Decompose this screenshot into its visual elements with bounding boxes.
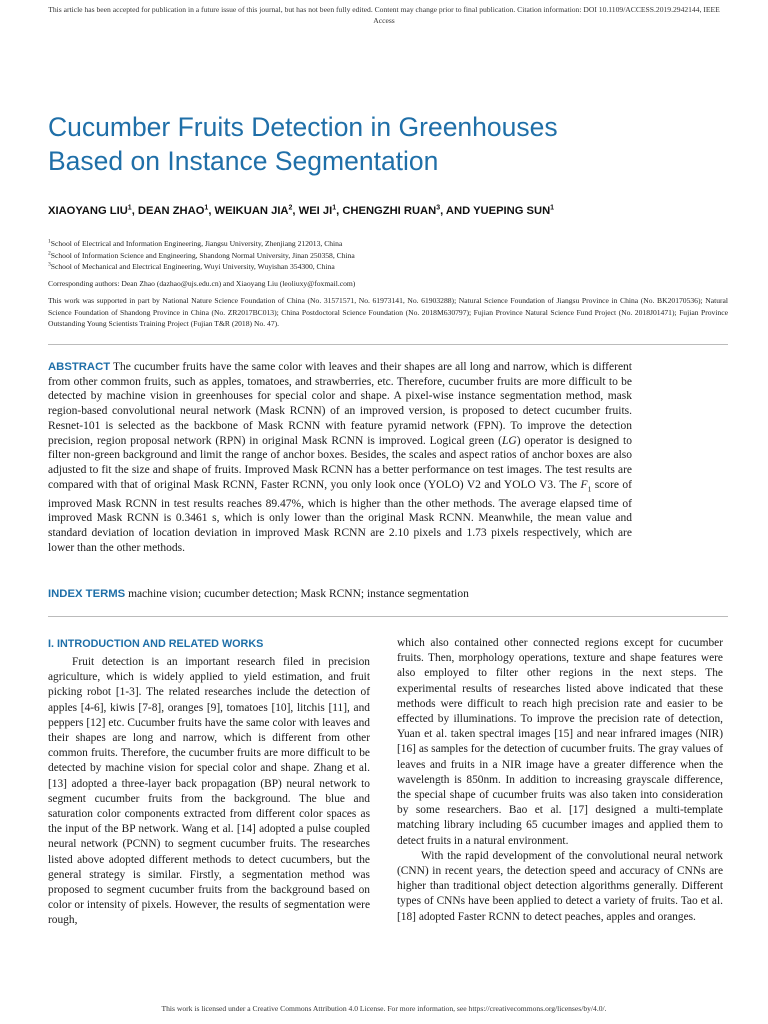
author-name: DEAN ZHAO (137, 205, 205, 217)
author-conjunction: AND (445, 205, 474, 217)
author-separator: , (292, 205, 299, 217)
affiliation-number: 3 (48, 261, 51, 268)
author-affiliation-mark: 1 (332, 204, 337, 212)
abstract-label: ABSTRACT (48, 361, 111, 373)
affiliation-item (48, 238, 728, 250)
body-column-right (397, 636, 723, 925)
body-paragraph: Fruit detection is an important research filed in precision agriculture, which is widely applied to yield estimation, and fruit picking robot [1-3]. The related researches include the detection of apples [4-6], kiwis [7-8], oranges [9], tomatoes [10], litchis [11], and peppers [12] etc. Cucumber fruits have the same color with leaves and their shapes are long and narrow, which is different from other common fruits. Therefore, the cucumber fruits are more difficult to be detected by machine vision for special color and shape. Zhang et al. [13] adopted a three-layer back propagation (BP) neural network to segment cucumber fruits from the background. The blue and saturation color components extracted from different color spaces as the input of the BP network. Wang et al. [14] adopted a pulse coupled neural network (PCNN) to segment cucumber fruits. The researches listed above adopted different methods to detect cucumbers, but the general strategy is similar. Firstly, a segmentation method was proposed to segment cucumber fruits from the background based on color or intensity of pixels. However, the results of segmentation were rough, (48, 656, 370, 927)
author-affiliation-mark: 2 (288, 204, 293, 212)
author-separator: , (208, 205, 215, 217)
section-heading: I. INTRODUCTION AND RELATED WORKS (48, 638, 264, 650)
author-separator: , (131, 205, 138, 217)
body-paragraph: which also contained other connected regions except for cucumber fruits. Then, morphology operations, texture and shape features were also employed to filter other regions in the next steps. The experimental results of researches listed above indicated that these methods were difficult to reach high precision rate and easier to be effected by illuminations. To improve the precision rate of detection, Yuan et al. taken spectral images [15] and near infrared images (NIR) [16] as samples for the detection of cucumber fruits. The gray values of leaves and fruits in a NIR image have a greater difference when the wavelength is 850nm. In addition to increasing grayscale difference, the special shape of cucumber fruits was also taken into consideration by some researchers. Bao et al. [17] designed a multi-template matching library including 65 cucumber images and applied them to detect fruits in a natural environment. (397, 637, 723, 847)
affiliation-list (48, 238, 728, 273)
journal-notice-line2: Access (373, 16, 395, 25)
abstract-text: score of improved Mask RCNN in test results reaches 89.47%, which is higher than the other methods. The average elapsed time of improved Mask RCNN is 0.3461 s, which is only lower than the original Mask RCNN. Meanwhile, the mean value and standard deviation of location deviation in improved Mask RCNN are 2.10 pixels and 1.73 pixels respectively, which are lower than the other methods. (48, 478, 633, 554)
author-separator: , (336, 205, 343, 217)
license-footer: This work is licensed under a Creative Commons Attribution 4.0 License. For more information, see https://creativecommons.org/licenses/by/4.0/. (161, 1004, 607, 1013)
affiliation-number: 1 (48, 238, 51, 245)
author-affiliation-mark: 1 (127, 204, 132, 212)
abstract-text: ) operator is designed to filter non-green background and limit the range of anchor boxes. Besides, the scales and aspect ratios of anchor boxes are also adjusted to fit the size and shape of fruits. Improved Mask RCNN has a better performance on test images. The test results are compared with that of original Mask RCNN, Faster RCNN, you only look once (YOLO) V2 and YOLO V3. The (48, 434, 632, 491)
affiliation-text: School of Electrical and Information Engineering, Jiangsu University, Zhenjiang 212013, China (50, 239, 343, 248)
affiliation-item (48, 261, 728, 273)
author-name: WEI JI (298, 205, 333, 217)
journal-notice-line1: This article has been accepted for publication in a future issue of this journal, but has not been fully edited. Content may change prior to final publication. Citation information: DOI 10.1109/ACCESS.2019.2942144, IEEE (48, 5, 720, 14)
author-name: YUEPING SUN (473, 205, 551, 217)
abstract-math-lg: LG (501, 434, 517, 447)
corresponding-authors: Corresponding authors: Dean Zhao (dazhao@ujs.edu.cn) and Xiaoyang Liu (leoliuxy@foxmail.com) (48, 279, 356, 288)
affiliation-number: 2 (48, 249, 51, 256)
index-terms-text: machine vision; cucumber detection; Mask RCNN; instance segmentation (125, 588, 469, 600)
paper-title-line1: Cucumber Fruits Detection in Greenhouses (48, 112, 558, 142)
abstract-text: The cucumber fruits have the same color with leaves and their shapes are all long and narrow, which is different from other common fruits, such as apples, tomatoes, and strawberries, etc. Therefore, cucumber fruits are more difficult to be detected by machine vision in greenhouses for special color and shape. A pixel-wise instance segmentation method, mask region-based convolutional neural network (Mask RCNN) of an improved version, is proposed to detect cucumber fruits. Resnet-101 is selected as the backbone of Mask RCNN with feature pyramid network (FPN). To improve the detection precision, region proposal network (RPN) in original Mask RCNN is improved. Logical green ( (48, 361, 632, 447)
author-affiliation-mark: 1 (204, 204, 209, 212)
paper-title-line2: Based on Instance Segmentation (48, 146, 439, 176)
index-terms (48, 586, 728, 602)
author-name: CHENGZHI RUAN (342, 205, 437, 217)
journal-notice (10, 4, 758, 26)
body-paragraph: With the rapid development of the convolutional neural network (CNN) in recent years, the detection speed and accuracy of CNNs are higher than traditional object detection algorithms generally. Different types of CNNs have been applied to detect a variety of fruits. Tao et al. [18] adopted Faster RCNN to detect peaches, apples and oranges. (397, 849, 723, 923)
affiliation-item (48, 250, 728, 262)
author-name: WEIKUAN JIA (214, 205, 289, 217)
author-name: XIAOYANG LIU (48, 205, 128, 217)
body-column-left (48, 636, 370, 929)
abstract-math-f: F (580, 478, 588, 491)
index-terms-label: INDEX TERMS (48, 588, 126, 600)
abstract-math-subscript: 1 (587, 483, 592, 493)
author-affiliation-mark: 3 (436, 204, 441, 212)
abstract (48, 360, 632, 555)
author-list (48, 202, 728, 220)
funding-statement: This work was supported in part by National Nature Science Foundation of China (No. 31571571, No. 61973141, No. 61903288); Natural Science Foundation of Jiangsu Province in China (No. BK20170536); Natural Science Foundation of Shandong Province in China (No. ZR2017BC013); China Postdoctoral Science Foundation (No. 2018M630797); Fujian Province Natural Science Fund Project (No. 2018J01471); Fujian Province Outstanding Young Scientists Training Project (Fujian T&R (2018) No. 47). (48, 296, 728, 329)
paper-title (48, 110, 728, 178)
section-divider (48, 344, 728, 345)
section-divider (48, 616, 728, 617)
affiliation-text: School of Mechanical and Electrical Engineering, Wuyi University, Wuyishan 354300, China (50, 262, 335, 271)
author-affiliation-mark: 1 (550, 204, 555, 212)
affiliation-text: School of Information Science and Engineering, Shandong Normal University, Jinan 250358, China (50, 250, 355, 260)
author-separator: , (440, 205, 446, 217)
